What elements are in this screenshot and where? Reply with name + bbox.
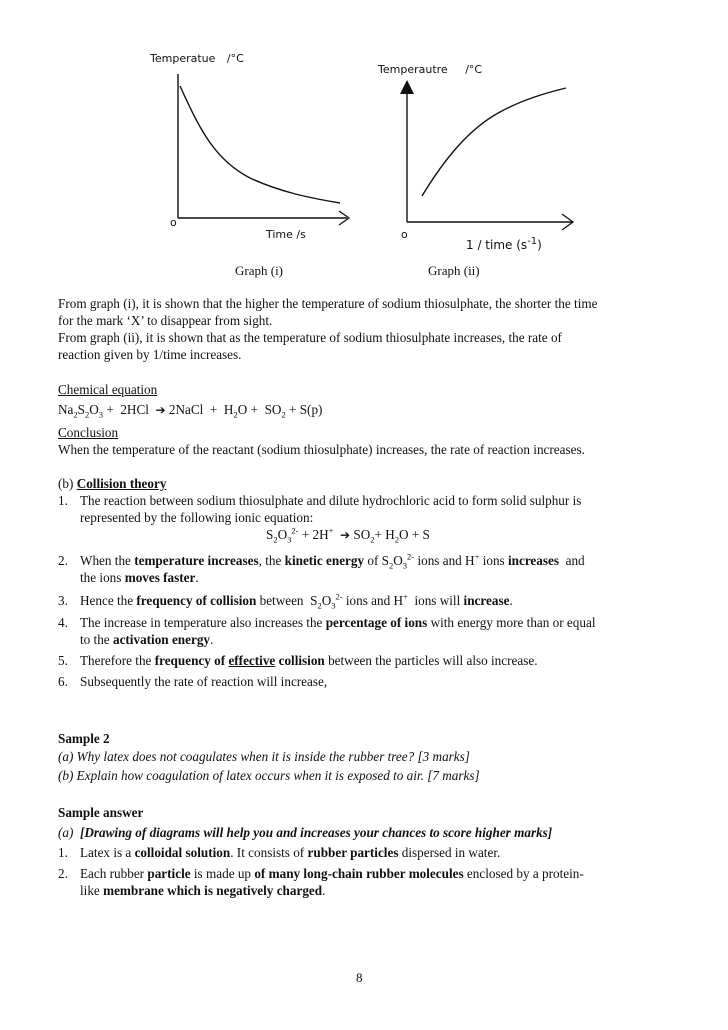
sample-answer-a: [58, 824, 552, 841]
graph-i-x-label: Time /s: [266, 228, 306, 241]
collision-item3-number: 3.: [58, 593, 68, 608]
sample-answer-heading: Sample answer: [58, 805, 144, 820]
collision-prefix: (b): [58, 476, 74, 491]
sample-answer-a-note: [Drawing of diagrams will help you and increases your chances to score higher marks]: [79, 825, 553, 840]
graph-i-origin: o: [170, 216, 177, 229]
sample2-question-a: (a) Why latex does not coagulates when it is inside the rubber tree? [3 marks]: [58, 749, 470, 764]
graph-i-y-unit: /°C: [226, 52, 244, 65]
collision-item6: Subsequently the rate of reaction will increase,: [80, 674, 328, 689]
graph-i-y-label: [150, 52, 244, 65]
collision-item1-line1: The reaction between sodium thiosulphate and dilute hydrochloric acid to form solid sulphur is: [80, 493, 582, 508]
collision-item4-number: 4.: [58, 615, 68, 630]
para1-line4: reaction given by 1/time increases.: [58, 347, 242, 362]
sample2-heading: Sample 2: [58, 731, 110, 746]
answer-item2-line1: Each rubber particle is made up of many long-chain rubber molecules enclosed by a protein-: [80, 866, 584, 881]
collision-item3: Hence the frequency of collision between $S_2O_3^{2-}$ ions and H+ ions will increase.: [80, 591, 513, 611]
arrow-icon: ➔: [155, 403, 166, 417]
conclusion-heading: Conclusion: [58, 425, 119, 440]
graph-ii-x-label-main: 1 / time (s: [466, 238, 528, 252]
collision-item1-line2: represented by the following ionic equation:: [80, 510, 314, 525]
answer-item2-number: 2.: [58, 866, 68, 881]
collision-item1-number: 1.: [58, 493, 68, 508]
collision-item2-line2: the ions moves faster.: [80, 570, 199, 585]
graph-ii-origin: o: [401, 228, 408, 241]
graph-ii-y-label-text: Temperautre: [378, 63, 448, 76]
graph-ii: [400, 80, 573, 230]
graph-i-curve: [180, 86, 340, 203]
graph-ii-x-label-end: ): [537, 238, 542, 252]
collision-heading: [58, 475, 166, 492]
sample2-question-b: (b) Explain how coagulation of latex occurs when it is exposed to air. [7 marks]: [58, 768, 480, 783]
arrow-icon: ➔: [340, 528, 351, 542]
answer-item1: Latex is a colloidal solution. It consists of rubber particles dispersed in water.: [80, 845, 501, 860]
collision-item4-line1: The increase in temperature also increases the percentage of ions with energy more than or equal: [80, 615, 596, 630]
page-number: 8: [356, 970, 363, 985]
ionic-equation: $S_2O_3^{2-} + 2H^+$ ➔ $SO_2+ H_2O + S$: [266, 525, 430, 545]
graph-ii-curve: [422, 88, 566, 196]
graph-i-caption: Graph (i): [235, 263, 284, 278]
para1-line1: From graph (i), it is shown that the higher the temperature of sodium thiosulphate, the shorter the time: [58, 296, 598, 311]
chemical-equation-heading: Chemical equation: [58, 382, 158, 397]
collision-item4-line2: to the activation energy.: [80, 632, 214, 647]
graph-ii-caption: Graph (ii): [428, 263, 480, 278]
conclusion-text: When the temperature of the reactant (sodium thiosulphate) increases, the rate of reaction increases.: [58, 442, 585, 457]
graph-i-y-label-text: Temperatue: [150, 52, 216, 65]
collision-heading-text: Collision theory: [76, 476, 167, 491]
answer-item1-number: 1.: [58, 845, 68, 860]
answer-item2-line2: like membrane which is negatively charged.: [80, 883, 326, 898]
collision-item2-line1: When the temperature increases, the kinetic energy of $S_2O_3^{2-}$ ions and H+ ions increases and: [80, 551, 585, 571]
graph-ii-y-label: [378, 63, 482, 76]
collision-item6-number: 6.: [58, 674, 68, 689]
collision-item5: Therefore the frequency of effective collision between the particles will also increase.: [80, 653, 538, 668]
graphs-figure: [0, 0, 728, 290]
graph-i: [178, 74, 349, 225]
graph-ii-y-unit: /°C: [465, 63, 483, 76]
graph-ii-x-label-sup: -1: [527, 236, 538, 247]
collision-item2-number: 2.: [58, 553, 68, 568]
chemical-equation: $Na_2S_2O_3 + 2HCl$ ➔ 2NaCl + $H_2O + SO_2 + S(p)$: [58, 402, 323, 420]
graph-ii-x-label: [466, 238, 542, 252]
para1-line2: for the mark ‘X’ to disappear from sight.: [58, 313, 273, 328]
para1-line3: From graph (ii), it is shown that as the temperature of sodium thiosulphate increases, the rate of: [58, 330, 562, 345]
collision-item5-number: 5.: [58, 653, 68, 668]
sample-answer-a-label: (a): [58, 825, 74, 840]
graph-ii-y-arrow: [400, 80, 414, 94]
